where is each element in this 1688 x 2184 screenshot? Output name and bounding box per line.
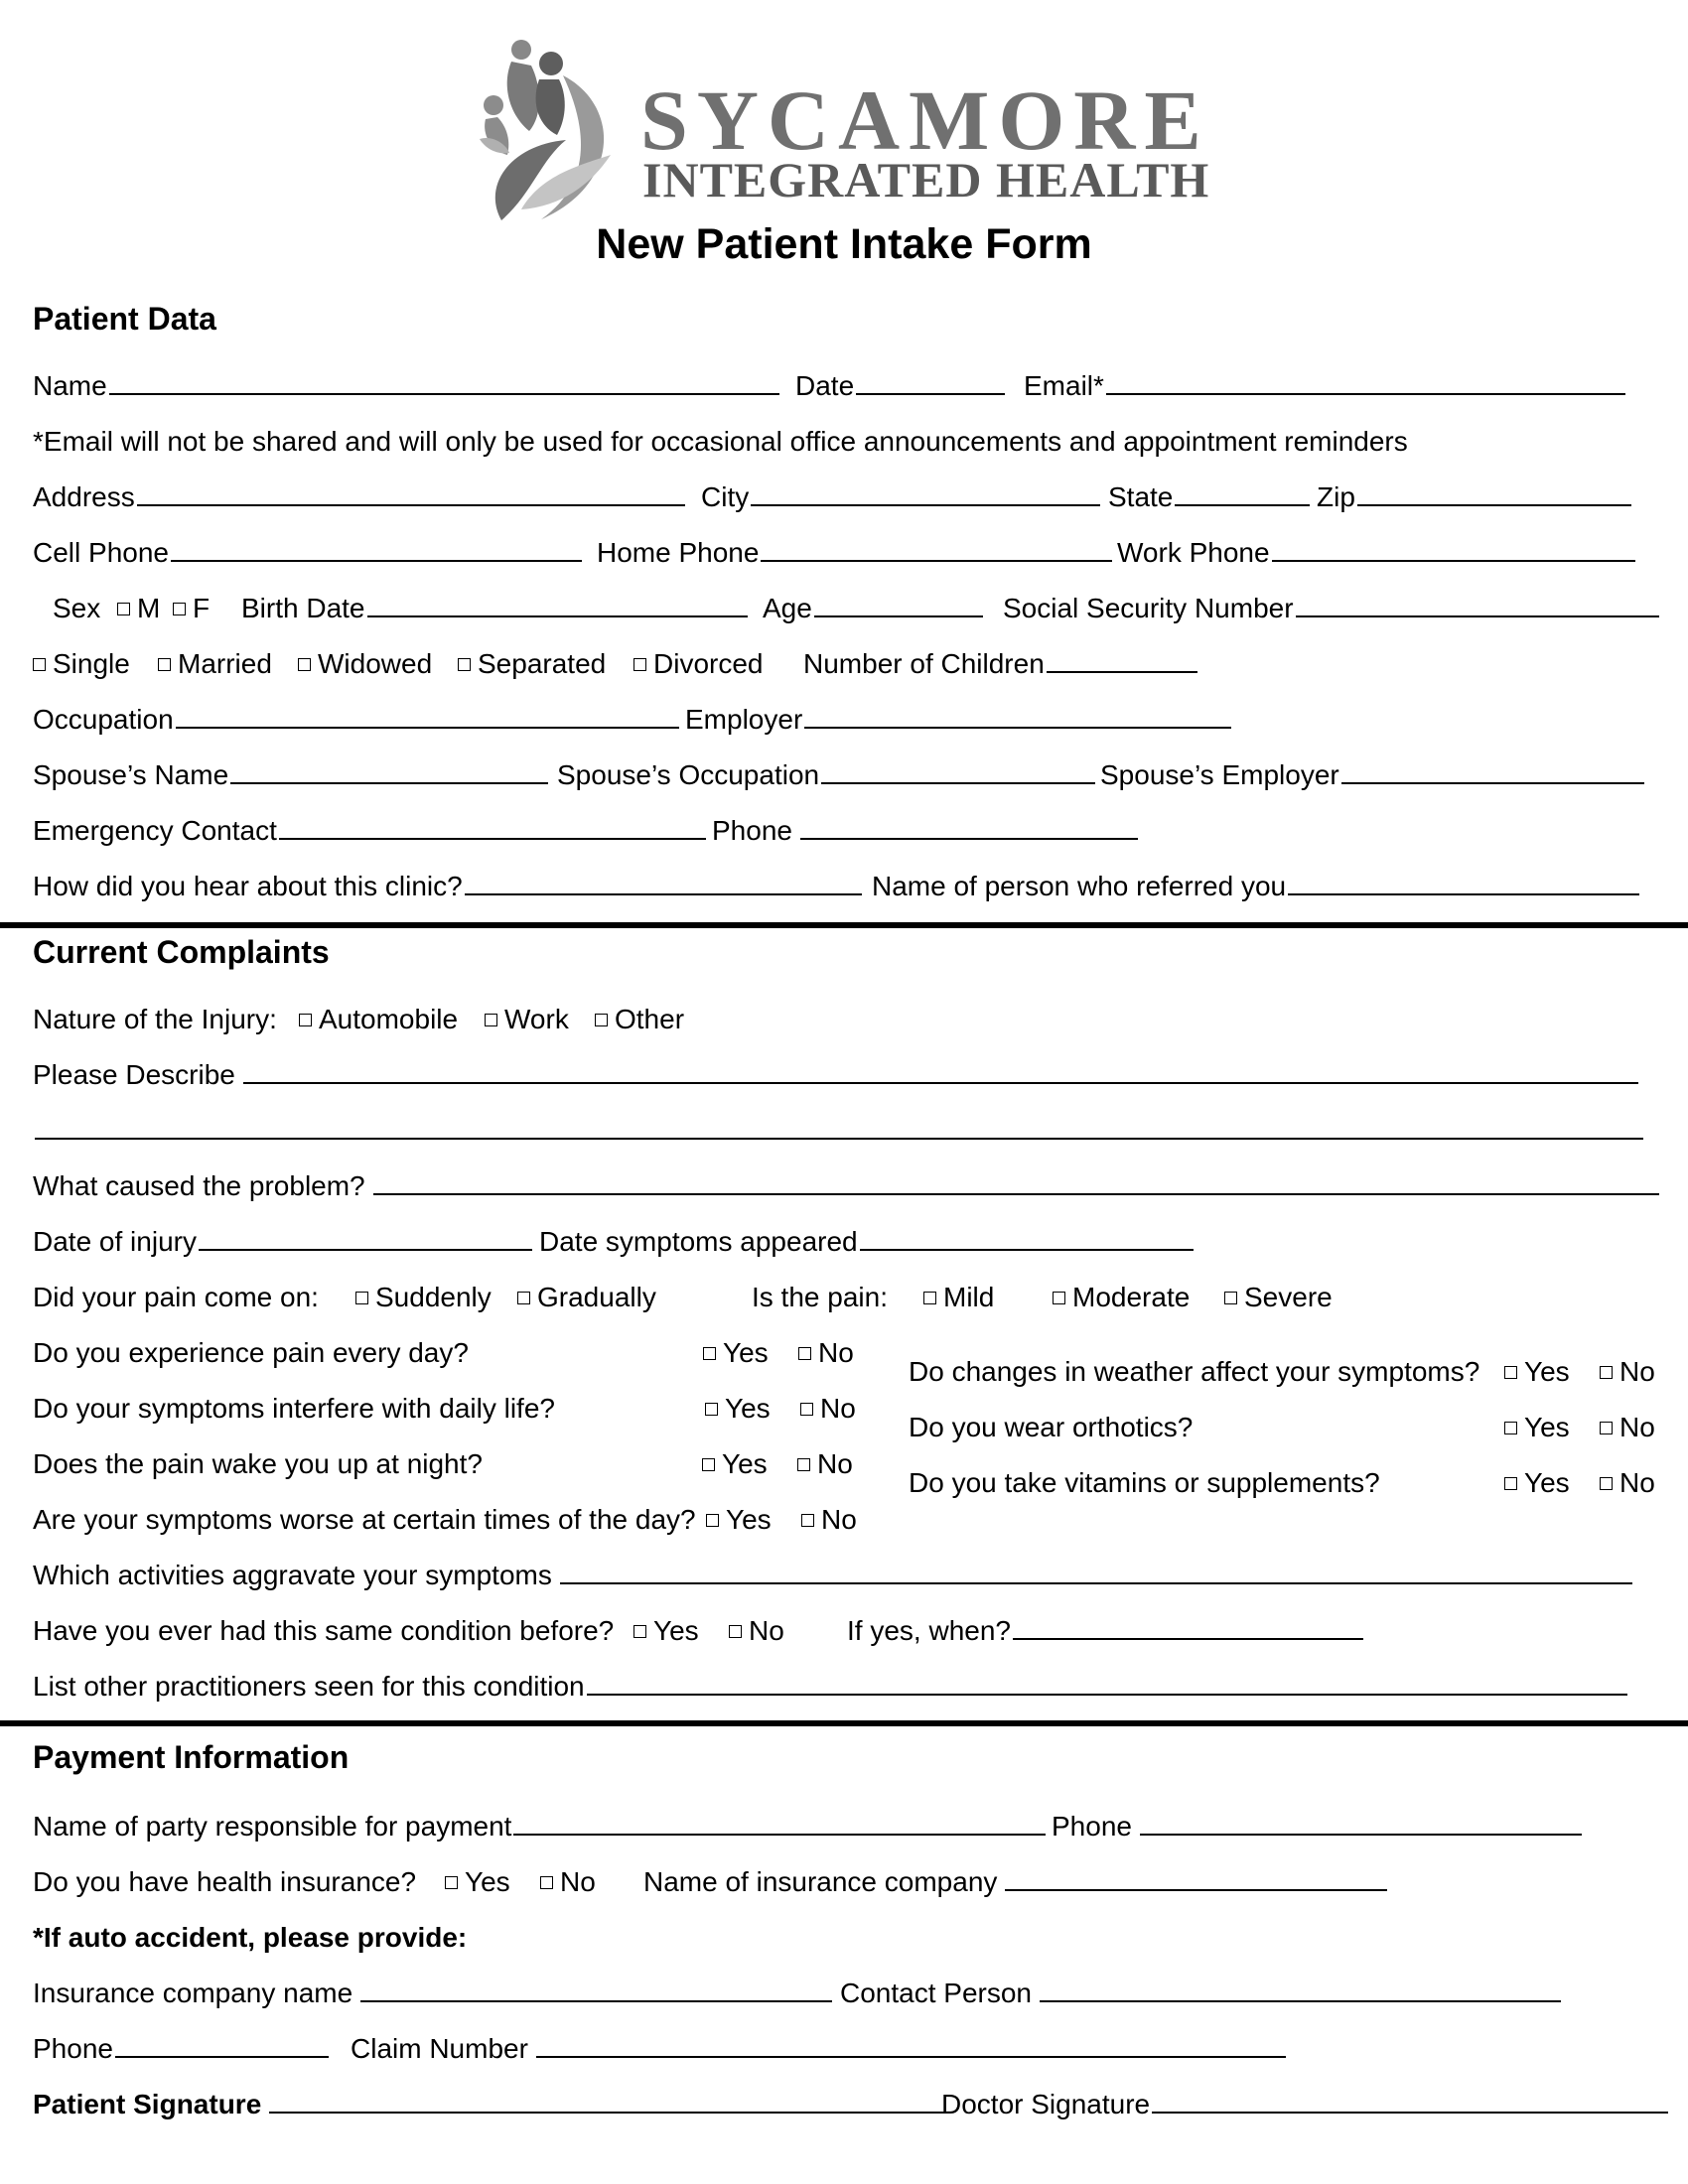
worse-times-yes[interactable]: Yes: [706, 1500, 772, 1540]
widowed-option[interactable]: Widowed: [298, 644, 432, 684]
sex-label: Sex: [53, 593, 101, 623]
pain-came-label: Did your pain come on:: [33, 1282, 319, 1312]
work-option[interactable]: Work: [485, 1000, 569, 1039]
suddenly-checkbox[interactable]: [355, 1292, 368, 1304]
name-field[interactable]: [109, 367, 779, 395]
address-label: Address: [33, 481, 135, 512]
interfere-no[interactable]: No: [800, 1389, 856, 1429]
intake-form-page: SYCAMORE INTEGRATED HEALTH New Patient Intake Form Patient Data Name Date Email* *Email will not be shared and will only be used for occasional office announcements and appointment reminders Address City State Zip Cell Phone Home Phone Work Phone Sex M F Birth Date Age Social Security Number Single Married Widowed Separated Divorced Number of Children Occupation Employer Spouse’s Name Spouse’s Occupation Spouse’s Employer Emergency Contact Phone How did you hear about this clinic? Name of person who referred you Current Complaints Nature of the Injury: Automobile Work Other Please Describe What caused the problem? Date of injury Date symptoms appeared Did your pain come on: Suddenly Gradually Is the pain: Mild Moderate Severe Do you experience pain every day? Yes No Do your symptoms interfere with daily life? Yes No Does the pain wake you up at night? Yes No Are your symptoms worse at certain times of the day? Yes No Do changes in weather affect your symptoms? Yes No Do you wear orthotics? Yes No Do you take vitamins or supplements? Yes No Which activities aggravate your symptoms Have you ever had this same condition before? Yes No If yes, when? List other practitioners seen for this condition Payment Information Name of party responsible for payment Phone Do you have health insurance? Yes No Name of insurance company *If auto accident, please provide: Insurance company name Contact Person Phone Claim Number Patient Signature Doctor Signature: [0, 0, 1688, 2184]
nature-label: Nature of the Injury:: [33, 1004, 277, 1034]
doctor-signature-label: Doctor Signature: [941, 2089, 1151, 2119]
ins-company-name-label: Insurance company name: [33, 1978, 353, 2008]
widowed-checkbox[interactable]: [298, 658, 311, 671]
num-children-label: Number of Children: [803, 648, 1045, 679]
city-label: City: [701, 481, 750, 512]
birth-date-field[interactable]: [367, 590, 748, 617]
spouse-employer-label: Spouse’s Employer: [1100, 759, 1339, 790]
city-field[interactable]: [751, 478, 1100, 506]
sex-female-option[interactable]: F: [173, 589, 210, 628]
spouse-occupation-label: Spouse’s Occupation: [557, 759, 820, 790]
mild-option[interactable]: Mild: [923, 1278, 994, 1317]
referred-by-label: Name of person who referred you: [872, 871, 1287, 901]
payment-phone-field[interactable]: [1140, 1808, 1582, 1836]
separated-checkbox[interactable]: [458, 658, 471, 671]
auto-accident-note: *If auto accident, please provide:: [33, 1922, 468, 1953]
automobile-checkbox[interactable]: [299, 1014, 312, 1026]
claim-number-field[interactable]: [536, 2030, 1286, 2058]
divorced-checkbox[interactable]: [633, 658, 646, 671]
male-checkbox[interactable]: [117, 603, 130, 615]
female-checkbox[interactable]: [173, 603, 186, 615]
practitioners-field[interactable]: [587, 1668, 1627, 1696]
occupation-field[interactable]: [176, 701, 679, 729]
gradually-option[interactable]: Gradually: [517, 1278, 656, 1317]
employer-field[interactable]: [804, 701, 1231, 729]
same-before-no[interactable]: No: [729, 1611, 784, 1651]
section-heading-current-complaints: Current Complaints: [33, 934, 330, 970]
auto-phone-label: Phone: [33, 2033, 113, 2064]
cell-phone-label: Cell Phone: [33, 537, 169, 568]
cell-phone-field[interactable]: [171, 534, 582, 562]
email-field[interactable]: [1106, 367, 1625, 395]
describe-label: Please Describe: [33, 1059, 235, 1090]
if-yes-when-field[interactable]: [1013, 1612, 1363, 1640]
heard-about-label: How did you hear about this clinic?: [33, 871, 463, 901]
state-label: State: [1108, 481, 1174, 512]
ssn-field[interactable]: [1296, 590, 1659, 617]
emergency-contact-label: Emergency Contact: [33, 815, 277, 846]
section-divider: [0, 1720, 1688, 1726]
married-checkbox[interactable]: [158, 658, 171, 671]
claim-number-label: Claim Number: [351, 2033, 528, 2064]
single-option[interactable]: Single: [33, 644, 130, 684]
responsible-label: Name of party responsible for payment: [33, 1811, 512, 1842]
section-divider: [0, 922, 1688, 928]
caused-field[interactable]: [373, 1167, 1659, 1195]
date-field[interactable]: [856, 367, 1005, 395]
insurance-company-label: Name of insurance company: [643, 1866, 998, 1897]
age-field[interactable]: [814, 590, 983, 617]
single-checkbox[interactable]: [33, 658, 46, 671]
birth-date-label: Birth Date: [241, 593, 365, 623]
separated-option[interactable]: Separated: [458, 644, 606, 684]
employer-label: Employer: [685, 704, 803, 735]
ssn-label: Social Security Number: [1003, 593, 1294, 623]
married-option[interactable]: Married: [158, 644, 272, 684]
section-heading-patient-data: Patient Data: [33, 301, 216, 337]
describe-field[interactable]: [243, 1056, 1638, 1084]
spouse-occupation-field[interactable]: [821, 756, 1095, 784]
wake-no[interactable]: No: [797, 1444, 853, 1484]
emergency-phone-label: Phone: [712, 815, 792, 846]
other-option[interactable]: Other: [595, 1000, 684, 1039]
vitamins-no[interactable]: No: [1600, 1463, 1655, 1503]
wake-yes[interactable]: Yes: [702, 1444, 768, 1484]
contact-person-field[interactable]: [1040, 1975, 1561, 2002]
responsible-field[interactable]: [513, 1808, 1046, 1836]
sex-male-option[interactable]: M: [117, 589, 160, 628]
section-heading-payment-information: Payment Information: [33, 1739, 350, 1775]
every-day-yes[interactable]: Yes: [703, 1333, 769, 1373]
is-pain-label: Is the pain:: [752, 1282, 888, 1312]
state-field[interactable]: [1175, 478, 1310, 506]
address-field[interactable]: [137, 478, 685, 506]
other-checkbox[interactable]: [595, 1014, 608, 1026]
age-label: Age: [763, 593, 812, 623]
insurance-company-field[interactable]: [1005, 1863, 1387, 1891]
moderate-checkbox[interactable]: [1053, 1292, 1065, 1304]
insurance-yes[interactable]: Yes: [445, 1862, 510, 1902]
sycamore-logo: [472, 36, 1210, 224]
orthotics-yes[interactable]: Yes: [1504, 1408, 1570, 1447]
mild-checkbox[interactable]: [923, 1292, 936, 1304]
weather-yes[interactable]: Yes: [1504, 1352, 1570, 1392]
automobile-option[interactable]: Automobile: [299, 1000, 458, 1039]
practitioners-label: List other practitioners seen for this condition: [33, 1671, 585, 1702]
interfere-yes[interactable]: Yes: [705, 1389, 771, 1429]
caused-label: What caused the problem?: [33, 1170, 365, 1201]
emergency-phone-field[interactable]: [800, 812, 1138, 840]
same-before-label: Have you ever had this same condition before?: [33, 1615, 615, 1646]
referred-by-field[interactable]: [1288, 868, 1639, 895]
date-symptoms-field[interactable]: [860, 1223, 1194, 1251]
aggravate-label: Which activities aggravate your symptoms: [33, 1560, 552, 1590]
severe-checkbox[interactable]: [1224, 1292, 1237, 1304]
email-label: Email*: [1024, 370, 1104, 401]
email-note: *Email will not be shared and will only be used for occasional office announcements and appointment reminders: [33, 426, 1408, 457]
moderate-option[interactable]: Moderate: [1053, 1278, 1190, 1317]
contact-person-label: Contact Person: [840, 1978, 1032, 2008]
vitamins-yes[interactable]: Yes: [1504, 1463, 1570, 1503]
heard-about-field[interactable]: [465, 868, 862, 895]
emergency-contact-field[interactable]: [279, 812, 706, 840]
logo-mark-icon: [472, 36, 626, 224]
orthotics-no[interactable]: No: [1600, 1408, 1655, 1447]
home-phone-field[interactable]: [761, 534, 1112, 562]
occupation-label: Occupation: [33, 704, 174, 735]
date-injury-field[interactable]: [199, 1223, 532, 1251]
date-injury-label: Date of injury: [33, 1226, 197, 1257]
gradually-checkbox[interactable]: [517, 1292, 530, 1304]
work-checkbox[interactable]: [485, 1014, 497, 1026]
spouse-name-label: Spouse’s Name: [33, 759, 229, 790]
work-phone-label: Work Phone: [1117, 537, 1270, 568]
every-day-no[interactable]: No: [798, 1333, 854, 1373]
logo-wordmark-integrated-health: INTEGRATED HEALTH: [642, 152, 1210, 207]
work-phone-field[interactable]: [1272, 534, 1635, 562]
home-phone-label: Home Phone: [597, 537, 760, 568]
doctor-signature-field[interactable]: [1152, 2086, 1668, 2114]
weather-no[interactable]: No: [1600, 1352, 1655, 1392]
spouse-employer-field[interactable]: [1341, 756, 1644, 784]
same-before-yes[interactable]: Yes: [633, 1611, 699, 1651]
page-title: New Patient Intake Form: [596, 220, 1092, 268]
patient-signature-field[interactable]: [269, 2086, 944, 2114]
payment-phone-label: Phone: [1052, 1811, 1132, 1842]
if-yes-when-label: If yes, when?: [847, 1615, 1011, 1646]
name-label: Name: [33, 370, 107, 401]
worse-times-no[interactable]: No: [801, 1500, 857, 1540]
spouse-name-field[interactable]: [230, 756, 548, 784]
divorced-option[interactable]: Divorced: [633, 644, 763, 684]
ins-company-name-field[interactable]: [360, 1975, 832, 2002]
severe-option[interactable]: Severe: [1224, 1278, 1333, 1317]
num-children-field[interactable]: [1047, 645, 1197, 673]
health-insurance-label: Do you have health insurance?: [33, 1866, 417, 1897]
zip-field[interactable]: [1357, 478, 1631, 506]
aggravate-field[interactable]: [560, 1557, 1632, 1584]
date-label: Date: [795, 370, 855, 401]
zip-label: Zip: [1317, 481, 1355, 512]
patient-signature-label: Patient Signature: [33, 2089, 262, 2119]
auto-phone-field[interactable]: [115, 2030, 329, 2058]
suddenly-option[interactable]: Suddenly: [355, 1278, 492, 1317]
logo-wordmark-sycamore: SYCAMORE: [640, 72, 1210, 168]
date-symptoms-label: Date symptoms appeared: [539, 1226, 858, 1257]
insurance-no[interactable]: No: [540, 1862, 596, 1902]
describe-field-line-2[interactable]: [35, 1112, 1643, 1140]
